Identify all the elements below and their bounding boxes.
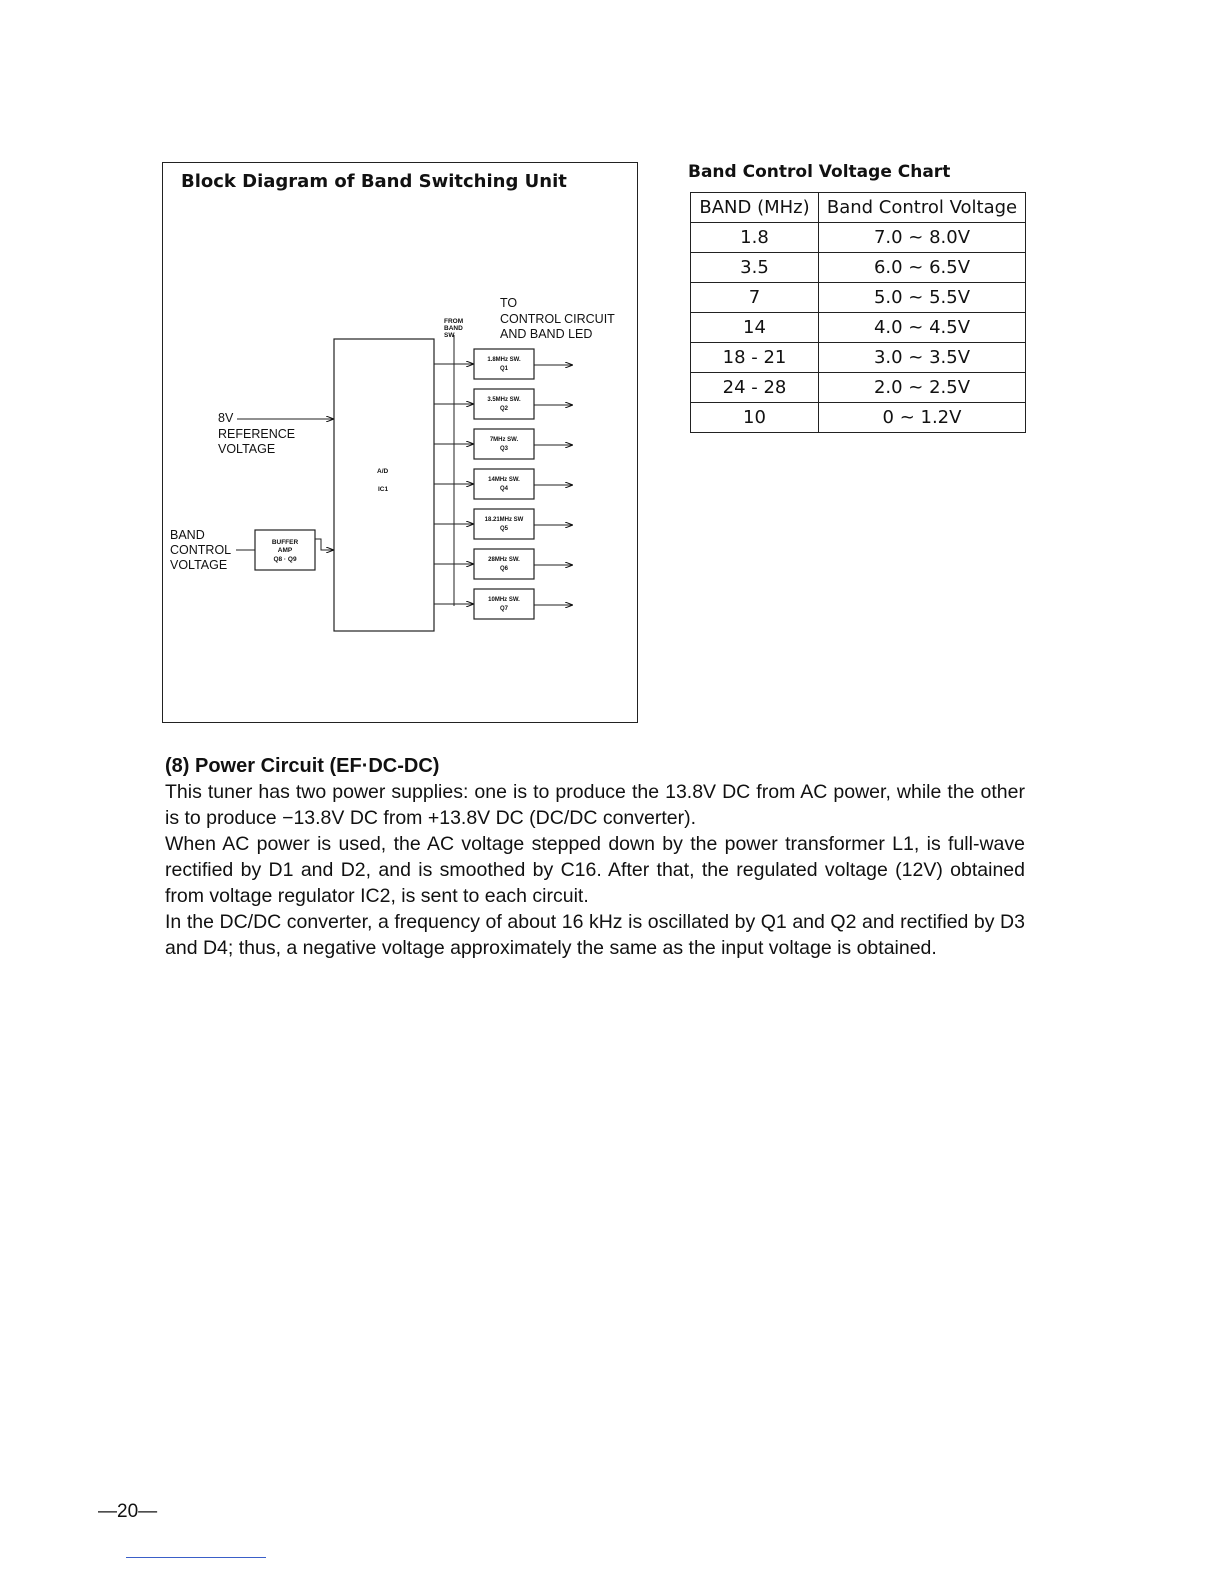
ad-label: A/D xyxy=(377,468,389,475)
voltage-cell: 2.0 ~ 2.5V xyxy=(819,373,1026,403)
switch-transistor-label: Q4 xyxy=(499,486,509,492)
table-row xyxy=(691,283,1026,313)
table-row xyxy=(691,343,1026,373)
switch-box xyxy=(474,389,534,419)
switch-box xyxy=(474,429,534,459)
band-cell: 1.8 xyxy=(691,223,819,253)
ic1-label: IC1 xyxy=(378,486,389,493)
band-cell: 7 xyxy=(691,283,819,313)
switch-transistor-label: Q1 xyxy=(499,366,509,372)
switch-label: 1.8MHz SW. xyxy=(487,357,521,363)
section-heading: (8) Power Circuit (EF·DC-DC) xyxy=(165,755,440,777)
voltage-cell: 3.0 ~ 3.5V xyxy=(819,343,1026,373)
switch-label: 7MHz SW. xyxy=(489,437,519,443)
band-voltage-table xyxy=(690,192,1026,433)
switch-box xyxy=(474,549,534,579)
switch-box xyxy=(474,349,534,379)
table-header-row xyxy=(691,193,1026,223)
switch-label: 14MHz SW. xyxy=(488,477,520,483)
from-label-line2: BAND xyxy=(444,325,463,332)
voltage-cell: 0 ~ 1.2V xyxy=(819,403,1026,433)
to-label-line2: CONTROL CIRCUIT xyxy=(500,312,615,326)
buffer-label-line2: AMP xyxy=(277,547,293,554)
block-diagram xyxy=(162,162,638,723)
switch-transistor-label: Q6 xyxy=(499,566,509,572)
band-cell: 18 - 21 xyxy=(691,343,819,373)
band-label-line3: VOLTAGE xyxy=(170,558,228,572)
voltage-cell: 7.0 ~ 8.0V xyxy=(819,223,1026,253)
voltage-cell: 6.0 ~ 6.5V xyxy=(819,253,1026,283)
switch-box xyxy=(474,469,534,499)
switch-transistor-label: Q2 xyxy=(499,406,509,412)
band-label-line1: BAND xyxy=(170,528,205,542)
switch-transistor-label: Q3 xyxy=(499,446,509,452)
paragraph-1: This tuner has two power supplies: one is to produce the 13.8V DC from AC power, while the other is to produce −13.8V DC from +13.8V DC (DC/DC converter). xyxy=(165,781,1025,829)
voltage-cell: 4.0 ~ 4.5V xyxy=(819,313,1026,343)
to-label-line3: AND BAND LED xyxy=(500,327,593,341)
header-band: BAND (MHz) xyxy=(691,193,819,223)
ref-label-line2: REFERENCE xyxy=(218,427,296,441)
power-circuit-section xyxy=(165,753,1025,961)
paragraph-3: In the DC/DC converter, a frequency of about 16 kHz is oscillated by Q1 and Q2 and rectified by D3 and D4; thus, a negative voltage approximately the same as the input voltage is obtained. xyxy=(165,911,1025,959)
table-body xyxy=(691,223,1026,433)
diagram-svg xyxy=(163,163,639,724)
switch-box xyxy=(474,589,534,619)
table-row xyxy=(691,373,1026,403)
switch-box xyxy=(474,509,534,539)
buffer-label-line3: Q8 · Q9 xyxy=(273,556,297,563)
ref-label-line1: 8V xyxy=(218,411,234,425)
band-cell: 10 xyxy=(691,403,819,433)
switch-label: 18.21MHz SW xyxy=(484,517,524,523)
switch-label: 28MHz SW. xyxy=(488,557,520,563)
buffer-label-line1: BUFFER xyxy=(271,539,299,546)
to-label-line1: TO xyxy=(500,296,518,310)
page-number: —20— xyxy=(98,1501,158,1522)
table-row xyxy=(691,223,1026,253)
switch-label: 10MHz SW. xyxy=(488,597,520,603)
ad-converter-block xyxy=(334,339,434,631)
from-label-line1: FROM xyxy=(444,318,464,325)
band-cell: 14 xyxy=(691,313,819,343)
switch-group xyxy=(434,349,573,619)
table-row xyxy=(691,253,1026,283)
band-label-line2: CONTROL xyxy=(170,543,232,557)
switch-label: 3.5MHz SW. xyxy=(487,397,521,403)
footer-rule xyxy=(126,1557,266,1558)
ref-label-line3: VOLTAGE xyxy=(218,442,276,456)
buffer-output-line xyxy=(315,539,334,550)
band-cell: 3.5 xyxy=(691,253,819,283)
voltage-cell: 5.0 ~ 5.5V xyxy=(819,283,1026,313)
table-row xyxy=(691,313,1026,343)
switch-transistor-label: Q7 xyxy=(499,606,509,612)
switch-transistor-label: Q5 xyxy=(499,526,509,532)
diagram-title: Block Diagram of Band Switching Unit xyxy=(181,171,567,192)
band-cell: 24 - 28 xyxy=(691,373,819,403)
table-row xyxy=(691,403,1026,433)
from-label-line3: SW xyxy=(444,332,455,339)
paragraph-2: When AC power is used, the AC voltage stepped down by the power transformer L1, is full-wave rectified by D1 and D2, and is smoothed by C16. After that, the regulated voltage (12V) obtained from voltage regulator IC2, is sent to each circuit. xyxy=(165,833,1025,907)
chart-title: Band Control Voltage Chart xyxy=(688,162,951,182)
header-voltage: Band Control Voltage xyxy=(819,193,1026,223)
